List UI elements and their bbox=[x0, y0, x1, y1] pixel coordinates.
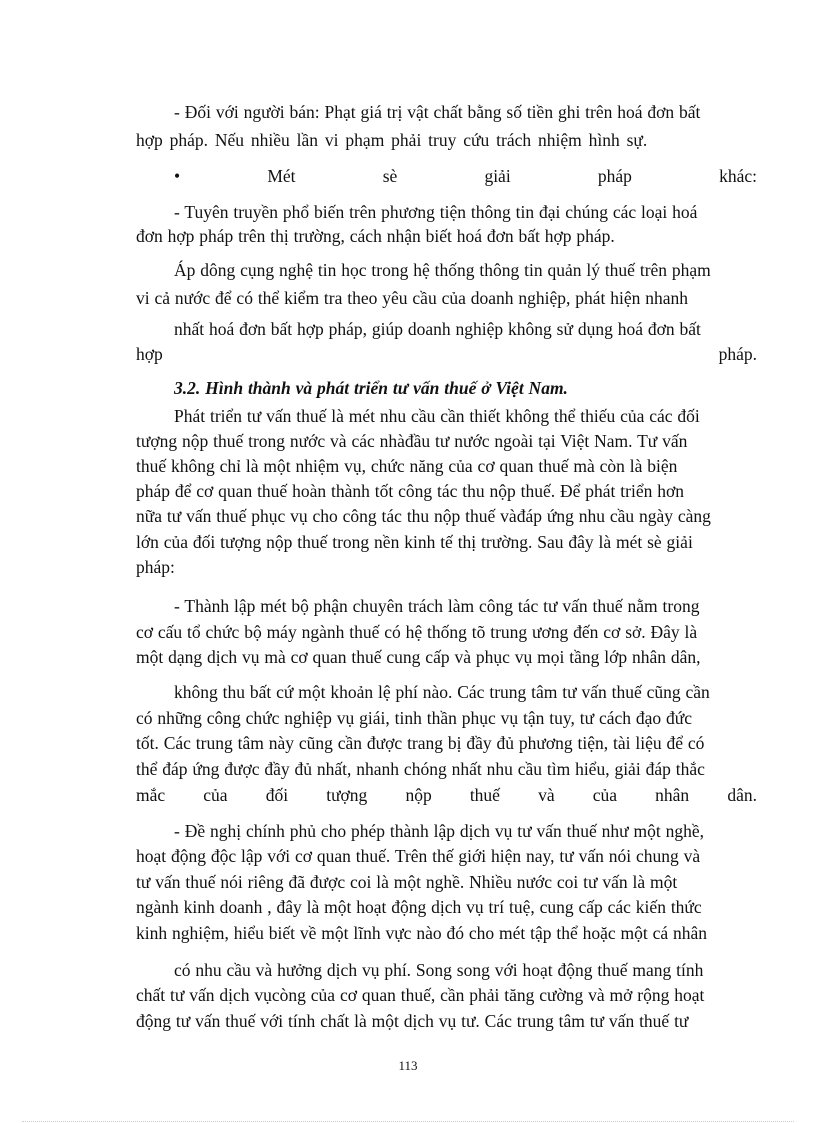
word: Mét bbox=[267, 166, 296, 186]
text-line: - Đề nghị chính phủ cho phép thành lập dịch vụ tư vấn thuế như một nghề, bbox=[174, 821, 704, 841]
bullet-marker: • bbox=[174, 166, 181, 186]
text-line: nhất hoá đơn bất hợp pháp, giúp doanh nghiệp không sử dụng hoá đơn bất bbox=[174, 319, 701, 339]
text-line: không thu bất cứ một khoản lệ phí nào. Các trung tâm tư vấn thuế cũng cần bbox=[174, 682, 710, 702]
word: dân. bbox=[727, 785, 757, 805]
spread-line bbox=[136, 343, 757, 365]
text-line: thể đáp ứng được đầy đủ nhất, nhanh chóng nhất nhu cầu tìm hiểu, giải đáp thắc bbox=[136, 759, 705, 779]
text-line: hoạt động độc lập với cơ quan thuế. Trên thế giới hiện nay, tư vấn nói chung và bbox=[136, 846, 701, 866]
spread-line bbox=[136, 784, 757, 806]
text-line: chất tư vấn dịch vụcòng của cơ quan thuế, cần phải tăng cường và mở rộng hoạt bbox=[136, 985, 705, 1005]
text-line: kinh nghiệm, hiểu biết về một lĩnh vực nào đó cho mét tập thể hoặc một cá nhân bbox=[136, 923, 708, 943]
text-line: lớn của đối tượng nộp thuế trong nền kinh tế thị trường. Sau đây là mét sè giải bbox=[136, 532, 693, 552]
text-line: có nhu cầu và hưởng dịch vụ phí. Song song với hoạt động thuế mang tính bbox=[174, 960, 704, 980]
page-number: 113 bbox=[398, 1058, 418, 1073]
word: nhân bbox=[655, 785, 690, 805]
text-line: Áp dông cụng nghệ tin học trong hệ thống thông tin quản lý thuế trên phạm bbox=[174, 260, 711, 280]
text-line: cơ cấu tổ chức bộ máy ngành thuế có hệ thống tõ trung ương đến cơ sở. Đây là bbox=[136, 622, 698, 642]
word: và bbox=[538, 785, 555, 805]
section-heading: 3.2. Hình thành và phát triển tư vấn thuế ở Việt Nam. bbox=[174, 378, 568, 398]
text-line: Phát triển tư vấn thuế là mét nhu cầu cần thiết không thể thiếu của các đối bbox=[174, 406, 700, 426]
word: nộp bbox=[405, 785, 432, 805]
text-line: động tư vấn thuế với tính chất là một dịch vụ tư. Các trung tâm tư vấn thuế tư bbox=[136, 1011, 689, 1031]
text-line: thuế không chỉ là một nhiệm vụ, chức năng của cơ quan thuế mà còn là biện bbox=[136, 456, 678, 476]
page-bottom-divider bbox=[22, 1121, 794, 1122]
text-line: vi cả nước để có thể kiểm tra theo yêu cầu của doanh nghiệp, phát hiện nhanh bbox=[136, 288, 689, 308]
text-line: - Thành lập mét bộ phận chuyên trách làm công tác tư vấn thuế nằm trong bbox=[174, 596, 700, 616]
text-line: tượng nộp thuế trong nước và các nhàđầu tư nước ngoài tại Việt Nam. Tư vấn bbox=[136, 431, 688, 451]
word: mắc bbox=[136, 785, 166, 805]
word: tượng bbox=[326, 785, 368, 805]
text-line: đơn hợp pháp trên thị trường, cách nhận biết hoá đơn bất hợp pháp. bbox=[136, 226, 615, 246]
text-line: pháp để cơ quan thuế hoàn thành tốt công tác thu nộp thuế. Để phát triển hơn bbox=[136, 481, 684, 501]
text-line: - Tuyên truyền phổ biến trên phương tiện thông tin đại chúng các loại hoá bbox=[174, 202, 698, 222]
text-line: tốt. Các trung tâm này cũng cần được trang bị đầy đủ phương tiện, tài liệu để có bbox=[136, 733, 705, 753]
word: thuế bbox=[469, 785, 500, 805]
text-line: ngành kinh doanh , đây là một hoạt động dịch vụ trí tuệ, cung cấp các kiến thức bbox=[136, 897, 702, 917]
text-line: có những công chức nghiệp vụ giái, tinh thần phục vụ tận tuy, tư cách đạo đức bbox=[136, 708, 693, 728]
word: của bbox=[203, 785, 228, 805]
text-line: pháp: bbox=[136, 557, 175, 577]
text-line: một dạng dịch vụ mà cơ quan thuế cung cấp và phục vụ mọi tầng lớp nhân dân, bbox=[136, 647, 701, 667]
text-line: hợp pháp. Nếu nhiều lần vi phạm phải truy cứu trách nhiệm hình sự. bbox=[136, 130, 648, 150]
text-line: - Đối với người bán: Phạt giá trị vật chất bằng số tiền ghi trên hoá đơn bất bbox=[174, 102, 701, 122]
bullet-line bbox=[174, 165, 757, 187]
text-line: nữa tư vấn thuế phục vụ cho công tác thu nộp thuế vàđáp ứng nhu cầu ngày càng bbox=[136, 506, 711, 526]
word: sè bbox=[382, 166, 398, 186]
word: pháp bbox=[597, 166, 632, 186]
word: pháp. bbox=[718, 344, 757, 364]
word: hợp bbox=[136, 344, 163, 364]
word: của bbox=[592, 785, 618, 805]
word: khác: bbox=[719, 166, 757, 186]
text-line: tư vấn thuế nói riêng đã được coi là một nghề. Nhiều nước coi tư vấn là một bbox=[136, 872, 678, 892]
word: giải bbox=[484, 166, 511, 186]
word: đối bbox=[265, 785, 289, 805]
